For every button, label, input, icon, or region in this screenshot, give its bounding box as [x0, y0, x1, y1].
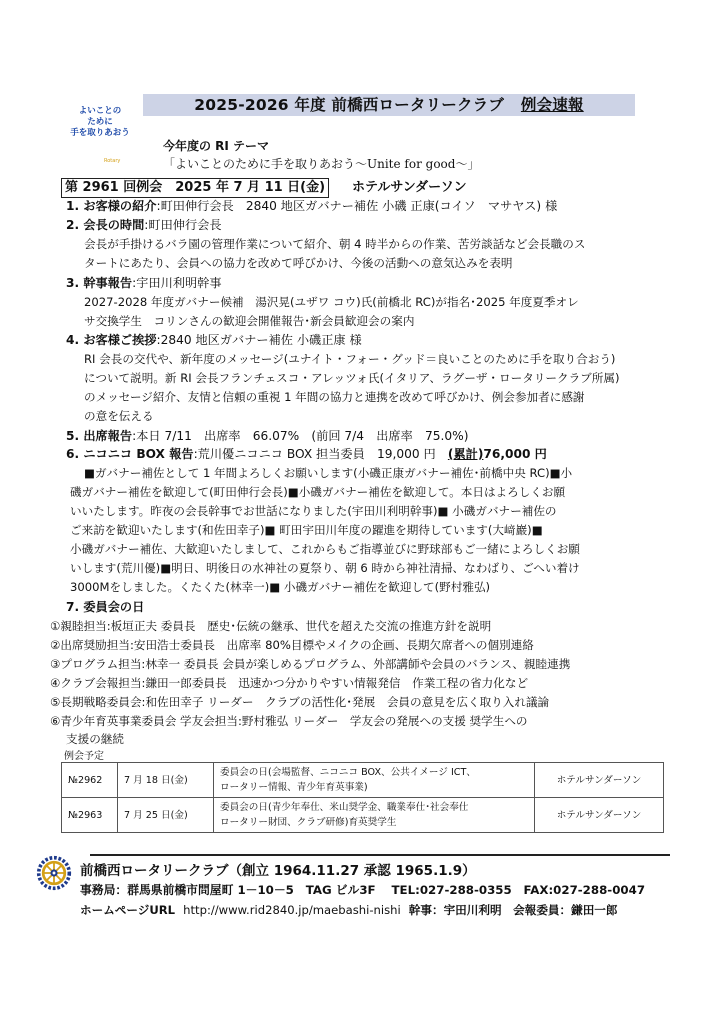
- section-4-line-1: RI 会長の交代や、新年度のメッセージ(ユナイト・フォー・グッド＝良いことのために手を取り合おう): [84, 352, 616, 366]
- section-6-total-label: (累計): [447, 447, 484, 461]
- table-row: [62, 798, 664, 833]
- section-3: [66, 275, 222, 293]
- footer-office-address: 事務局：群馬県前橋市問屋町 1－10－5 TAG ビル3F TEL:027-288-0355 FAX:027-288-0047: [80, 883, 646, 897]
- committee-item-2: ②出席奨励担当:安田浩士委員長 出席率 80%目標やメイクの企画、長期欠席者への個別連絡: [50, 638, 534, 652]
- rotary-brand-mark: Rotary: [104, 158, 121, 164]
- section-3-line-2: サ交換学生 コリンさんの歓迎会開催報告･新会員歓迎会の案内: [84, 314, 415, 328]
- committee-item-3: ③プログラム担当:林幸一 委員長 会員が楽しめるプログラム、外部講師や会員のバランス、親睦連携: [50, 657, 571, 671]
- section-4-head: 4. お客様ご挨拶: [66, 333, 157, 347]
- rotary-wheel-icon: [36, 855, 72, 891]
- section-2-text: :町田伸行会長: [144, 218, 222, 232]
- section-4-text: :2840 地区ガバナー補佐 小磯正康 様: [156, 333, 362, 347]
- footer-url-link[interactable]: http://www.rid2840.jp/maebashi-nishi: [183, 903, 401, 917]
- section-1-text: :町田伸行会長 2840 地区ガバナー補佐 小磯 正康(コイソ マサヤス) 様: [156, 199, 558, 213]
- schedule-date: 7 月 18 日(金): [118, 763, 214, 798]
- schedule-content-line-1: 委員会の日(会場監督、ニコニコ BOX、公共イメージ ICT、: [220, 767, 476, 778]
- page-title-main: 2025-2026 年度 前橋西ロータリークラブ: [194, 96, 505, 114]
- section-1: [66, 198, 557, 216]
- section-6-line-2: 磯ガバナー補佐を歓迎して(町田伸行会長)■小磯ガバナー補佐を歓迎して。本日はよろしくお願: [70, 485, 566, 499]
- section-6-line-7: 3000Mをしました。くたくた(林幸一)■ 小磯ガバナー補佐を歓迎して(野村雅弘): [70, 580, 491, 594]
- committee-item-5: ⑤長期戦略委員会:和佐田幸子 リーダー クラブの活性化･発展 会員の意見を広く取り入れ議論: [50, 695, 550, 709]
- section-6-text: :荒川優ニコニコ BOX 担当委員 19,000 円: [193, 447, 448, 461]
- schedule-no: №2963: [62, 798, 118, 833]
- section-7: [66, 599, 144, 617]
- committee-item-4: ④クラブ会報担当:鎌田一郎委員長 迅速かつ分かりやすい情報発信 作業工程の省力化など: [50, 676, 529, 690]
- schedule-content-line-1: 委員会の日(青少年奉仕、米山奨学金、職業奉仕･社会奉仕: [220, 802, 469, 813]
- meeting-number-date: 第 2961 回例会 2025 年 7 月 11 日(金): [61, 178, 329, 198]
- schedule-no: №2962: [62, 763, 118, 798]
- section-6-head: 6. ニコニコ BOX 報告: [66, 447, 194, 461]
- section-6-line-6: いします(荒川優)■明日、明後日の水神社の夏祭り、朝 6 時から神社清掃、なわばり、ごへい着け: [70, 561, 580, 575]
- footer-club-name: 前橋西ロータリークラブ（創立 1964.11.27 承認 1965.1.9）: [80, 863, 476, 879]
- section-6: [66, 446, 547, 464]
- schedule-venue: ホテルサンダーソン: [535, 798, 664, 833]
- section-3-line-1: 2027-2028 年度ガバナー候補 湯沢晃(ユザワ コウ)氏(前橋北 RC)が指名･2025 年度夏季オレ: [84, 295, 579, 309]
- ri-theme-text: 「よいことのために手を取りあおう～Unite for good～」: [163, 157, 480, 171]
- section-4: [66, 332, 362, 350]
- schedule-table: [61, 762, 664, 833]
- committee-item-6: ⑥青少年育英事業委員会 学友会担当:野村雅弘 リーダー 学友会の発展への支援 奨学生への: [50, 714, 528, 728]
- meeting-venue: ホテルサンダーソン: [352, 180, 467, 195]
- schedule-date: 7 月 25 日(金): [118, 798, 214, 833]
- section-5-head: 5. 出席報告: [66, 429, 133, 443]
- section-2: [66, 217, 222, 235]
- section-7-head: 7. 委員会の日: [66, 600, 145, 614]
- section-5-text: :本日 7/11 出席率 66.07% (前回 7/4 出席率 75.0%): [132, 429, 469, 443]
- section-6-line-5: 小磯ガバナー補佐、大歓迎いたしまして、これからもご指導並びに野球部もご一緒によろしくお願: [70, 542, 580, 556]
- section-5: [66, 428, 468, 446]
- section-6-total-value: 76,000 円: [483, 447, 547, 461]
- section-2-line-2: タートにあたり、会員への協力を改めて呼びかけ、今後の活動への意気込みを表明: [84, 256, 513, 270]
- section-4-line-3: のメッセージ紹介、友情と信頼の重視 1 年間の協力と連携を改めて呼びかけ、例会参加者に感謝: [84, 390, 585, 404]
- section-6-line-4: ご来訪を歓迎いたします(和佐田幸子)■ 町田宇田川年度の躍進を期待しています(大﨑巖)■: [70, 523, 543, 537]
- schedule-content-line-2: ロータリー情報、青少年育英事業): [220, 782, 368, 793]
- theme-logo-line-2: ために: [87, 117, 113, 127]
- theme-logo-line-1: よいことの: [78, 106, 122, 116]
- theme-logo: [60, 106, 140, 164]
- section-4-line-4: の意を伝える: [84, 409, 154, 423]
- ri-theme-label: 今年度の RI テーマ: [163, 139, 270, 153]
- theme-logo-line-3: 手を取りあおう: [70, 128, 130, 138]
- table-row: [62, 763, 664, 798]
- footer-web-label: ホームページURL: [80, 903, 176, 917]
- section-4-line-2: について説明。新 RI 会長フランチェスコ・アレッツォ氏(イタリア、ラグーザ・ロータリークラブ所属): [84, 371, 620, 385]
- footer-web-line: [80, 902, 618, 918]
- section-6-line-1: ■ガバナー補佐として 1 年間よろしくお願いします(小磯正康ガバナー補佐･前橋中央 RC)■小: [84, 466, 573, 480]
- section-2-line-1: 会長が手掛けるバラ園の管理作業について紹介、朝 4 時半からの作業、苦労談話など会長職のス: [84, 237, 586, 251]
- section-1-head: 1. お客様の紹介: [66, 199, 157, 213]
- schedule-content: [214, 763, 535, 798]
- section-2-head: 2. 会長の時間: [66, 218, 145, 232]
- section-3-text: :宇田川利明幹事: [132, 276, 222, 290]
- page-title: [143, 94, 635, 116]
- footer-staff: 幹事：宇田川利明 会報委員：鎌田一郎: [408, 903, 618, 917]
- schedule-content-line-2: ロータリー財団、クラブ研修)育英奨学生: [220, 817, 397, 828]
- committee-item-1: ①親睦担当:板垣正夫 委員長 歴史･伝統の継承、世代を超えた交流の推進方針を説明: [50, 619, 492, 633]
- section-6-line-3: いいたします。昨夜の会長幹事でお世話になりました(宇田川利明幹事)■ 小磯ガバナー補佐の: [70, 504, 557, 518]
- schedule-content: [214, 798, 535, 833]
- section-3-head: 3. 幹事報告: [66, 276, 133, 290]
- schedule-label: 例会予定: [64, 751, 104, 762]
- footer-divider: [90, 854, 670, 856]
- schedule-venue: ホテルサンダーソン: [535, 763, 664, 798]
- committee-item-6-cont: 支援の継続: [66, 732, 124, 746]
- page-title-tail: 例会速報: [520, 96, 584, 114]
